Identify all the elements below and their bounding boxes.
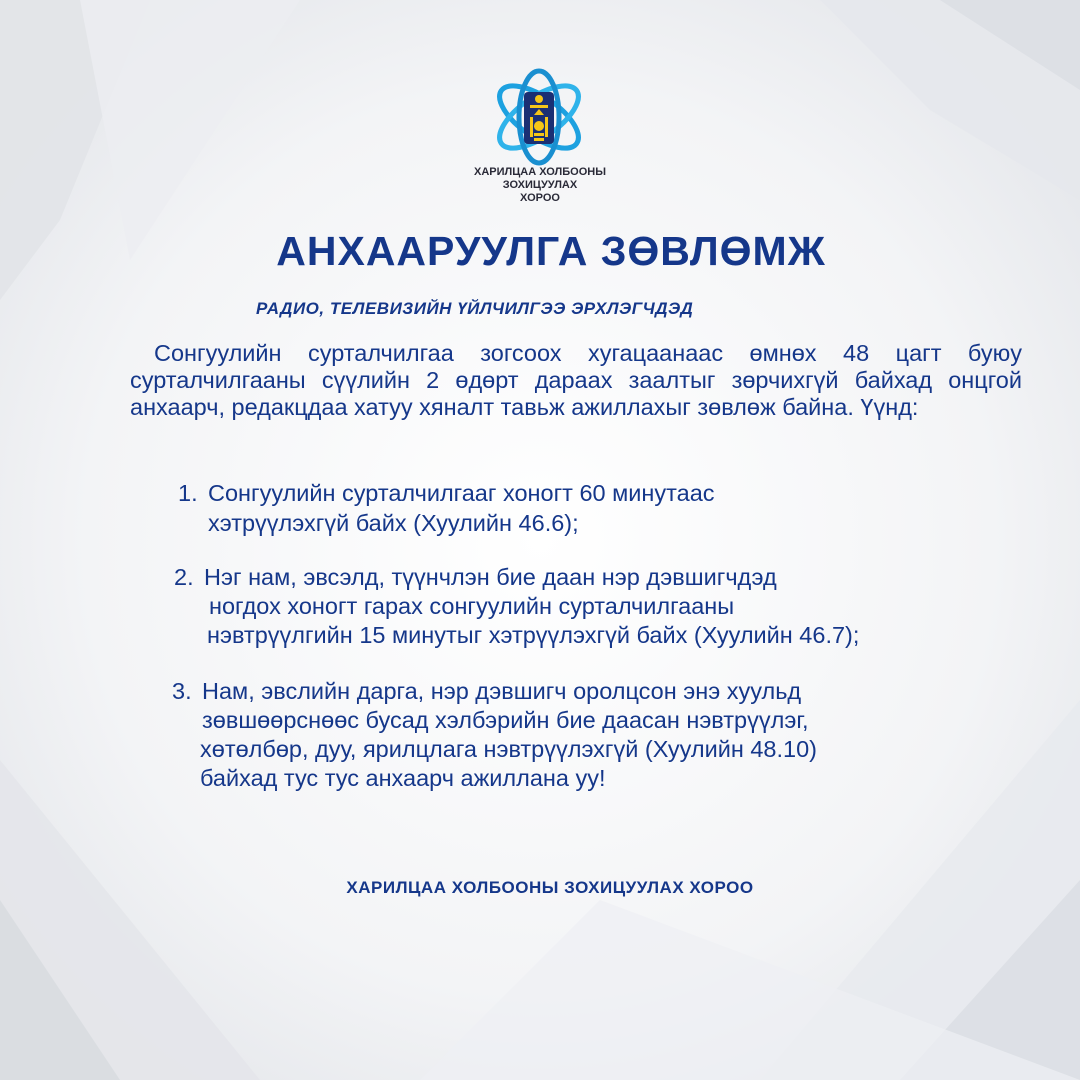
list-item-line: нэвтрүүлгийн 15 минутыг хэтрүүлэхгүй байх (Хуулийн 46.7); bbox=[207, 622, 860, 648]
list-item-number: 2. bbox=[174, 564, 194, 590]
organization-name bbox=[440, 166, 640, 205]
footer-organization: ХАРИЛЦАА ХОЛБООНЫ ЗОХИЦУУЛАХ ХОРОО bbox=[346, 878, 754, 897]
soyombo-atom-emblem-icon bbox=[488, 66, 590, 168]
list-item-line: ногдох хоногт гарах сонгуулийн сурталчилгааны bbox=[209, 593, 735, 619]
page-title: АНХААРУУЛГА ЗӨВЛӨМЖ bbox=[276, 228, 826, 274]
list-item-line: байхад тус тус анхаарч ажиллана уу! bbox=[200, 765, 606, 791]
intro-paragraph: Сонгуулийн сурталчилгаа зогсоох хугацаанаас өмнөх 48 цагт буюу сурталчилгааны сүүлийн 2 өдөрт дараах заалтыг зөрчихгүй байхад онцгой анхаарч, редакцдаа хатуу хяналт тавьж ажиллахыг зөвлөж байна. Үүнд: bbox=[130, 340, 1022, 420]
organization-name-line: ХАРИЛЦАА ХОЛБООНЫ bbox=[473, 166, 606, 178]
list-item-number: 3. bbox=[172, 678, 192, 704]
list-item-line: хэтрүүлэхгүй байх (Хуулийн 46.6); bbox=[208, 510, 579, 536]
page-subtitle: РАДИО, ТЕЛЕВИЗИЙН ҮЙЛЧИЛГЭЭ ЭРХЛЭГЧДЭД bbox=[256, 299, 694, 318]
organization-name-line: ХОРОО bbox=[520, 192, 560, 204]
list-item-line: хөтөлбөр, дуу, ярилцлага нэвтрүүлэхгүй (Хуулийн 48.10) bbox=[200, 736, 817, 762]
list-item-line: Сонгуулийн сурталчилгааг хоногт 60 минутаас bbox=[208, 480, 715, 506]
list-item-line: Нэг нам, эвсэлд, түүнчлэн бие даан нэр дэвшигчдэд bbox=[204, 564, 777, 590]
list-item-line: Нам, эвслийн дарга, нэр дэвшигч оролцсон энэ хуульд bbox=[202, 678, 802, 704]
organization-name-line: ЗОХИЦУУЛАХ bbox=[502, 179, 578, 191]
list-item-number: 1. bbox=[178, 480, 198, 506]
list-item-line: зөвшөөрснөөс бусад хэлбэрийн бие даасан нэвтрүүлэг, bbox=[202, 707, 809, 733]
